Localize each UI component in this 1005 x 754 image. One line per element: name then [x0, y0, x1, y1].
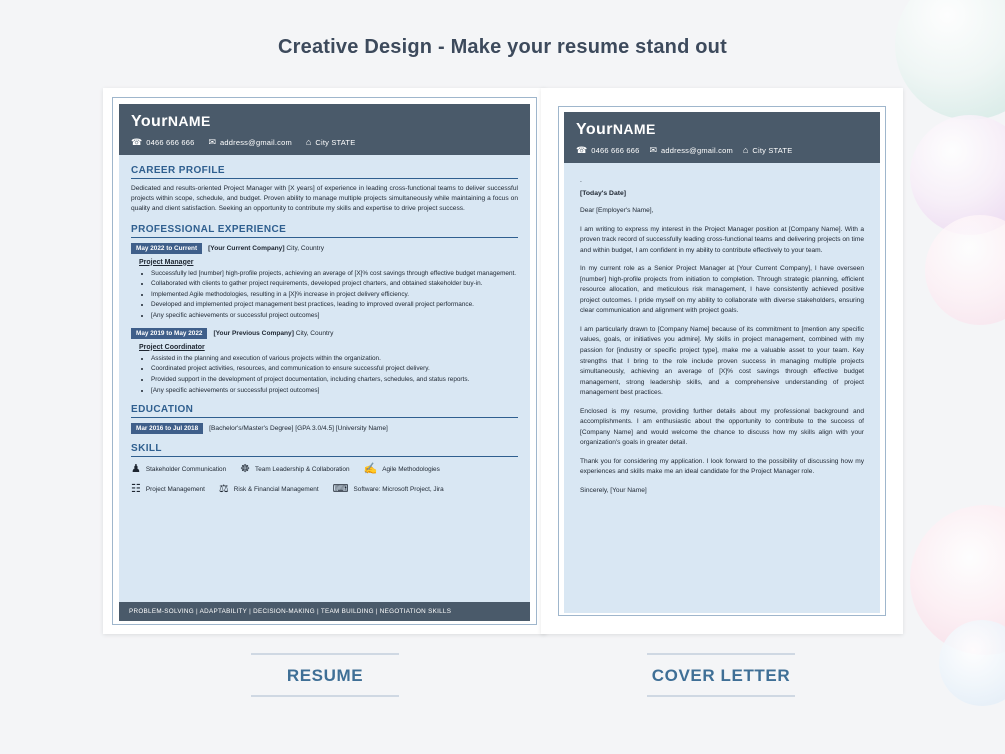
cover-contact-email — [650, 146, 733, 155]
job-2-dates: May 2019 to May 2022 — [131, 328, 207, 339]
cover-name-last: NAME — [612, 121, 656, 137]
list-item: • Implemented Agile methodologies, resulting in a [X]% increase in project delivery efficiency. — [151, 290, 518, 300]
contact-phone — [131, 138, 195, 147]
cover-letter-caption-text: COVER LETTER — [651, 666, 791, 685]
resume-contact-row — [131, 138, 518, 147]
cover-paragraph-4: Enclosed is my resume, providing further details about my professional background and accomplishments. I am enthusiastic about the opportunity to contribute to the success of [Company Name] and would welcome the chance to discuss how my skills align with your organization's goals in greater detail. — [580, 407, 864, 447]
cover-header — [564, 112, 880, 163]
cover-contact-phone — [576, 146, 640, 155]
skill-stakeholder-communication — [131, 464, 226, 475]
phone-icon: ☎ — [131, 137, 143, 147]
email-icon: ✉ — [649, 145, 658, 155]
cover-paragraph-3: I am particularly drawn to [Company Name] because of its commitment to [mention any specific values, goals, or initiatives you admire]. My skills in project management, combined with my passion for [industry or specific project type], make me a valuable asset to your team. Key strengths that I bring to the role include proven success in managing multiple projects simultaneously, achieving an average of [X]% cost savings through effective budget management, strong leadership skills, and a comprehensive understanding of project management best practices. — [580, 325, 864, 397]
skill-agile — [364, 464, 440, 475]
resume-name-first: Your — [131, 113, 168, 130]
job-2-location: City, Country — [295, 329, 334, 337]
cover-contact-phone-text: 0466 666 666 — [591, 146, 640, 155]
contact-location — [306, 138, 356, 147]
skill-label: Risk & Financial Management — [233, 486, 319, 494]
clipboard-icon: ☷ — [131, 483, 141, 496]
resume-inner-border — [112, 97, 537, 625]
job-2-bullets — [151, 354, 518, 395]
list-item: • Collaborated with clients to gather project requirements, developed project charters, and obtained stakeholder buy-in. — [151, 279, 518, 289]
section-title-experience: PROFESSIONAL EXPERIENCE — [131, 224, 518, 238]
group-icon: ♟ — [131, 463, 141, 476]
cover-inner-border — [558, 106, 886, 616]
cover-name — [576, 121, 868, 139]
resume-header — [119, 104, 530, 155]
skills-grid — [131, 464, 518, 495]
cover-paragraph-2: In my current role as a Senior Project Manager at [Your Current Company], I have overseen [number] high-profile projects from initiation to completion. Through strategic planning, efficient resource allocation, and meticulous risk management, I have consistently achieved positive project outcomes. I pride myself on my ability to collaborate with diverse stakeholders, ensuring clear communication and alignment with project goals. — [580, 265, 864, 315]
software-icon: ⌨ — [332, 483, 349, 496]
section-title-skill: SKILL — [131, 443, 518, 457]
phone-icon: ☎ — [576, 145, 588, 155]
cover-marker: . — [580, 177, 582, 184]
section-title-education: EDUCATION — [131, 404, 518, 418]
resume-name-last: NAME — [167, 113, 211, 129]
list-item: • Assisted in the planning and execution of various projects within the organization. — [151, 354, 518, 364]
career-profile-text: Dedicated and results-oriented Project Manager with [X years] of experience in leading cross-functional teams to deliver successful projects within scope, schedule, and budget. Proven ability to manage multiple projects simultaneously while maintaining a focus on quality and client satisfaction. Seeking an opportunity to contribute my skills and expertise to drive project success. — [131, 185, 518, 213]
list-item: • [Any specific achievements or successful project outcomes] — [151, 386, 518, 396]
skill-team-leadership — [240, 464, 349, 475]
list-item: • Successfully led [number] high-profile projects, achieving an average of [X]% cost savings through effective budget management. — [151, 269, 518, 279]
location-icon: ⌂ — [742, 145, 749, 155]
resume-footer-band: PROBLEM-SOLVING | ADAPTABILITY | DECISION-MAKING | TEAM BUILDING | NEGOTIATION SKILLS — [119, 602, 530, 621]
cover-paragraph-1: I am writing to express my interest in the Project Manager position at [Company Name]. With a proven track record of successfully leading cross-functional teams and delivering projects on time and within budget, I am confident in my ability to contribute effectively to your team. — [580, 225, 864, 254]
contact-location-text: City STATE — [315, 138, 356, 147]
section-title-career-profile: CAREER PROFILE — [131, 165, 518, 179]
contact-phone-text: 0466 666 666 — [146, 138, 195, 147]
resume-document[interactable] — [103, 88, 546, 634]
decorative-bubble-2 — [910, 115, 1005, 235]
skill-label: Software: Microsoft Project, Jira — [353, 486, 444, 494]
email-icon: ✉ — [208, 137, 217, 147]
job-2-company — [213, 330, 333, 337]
team-icon: ☸ — [240, 463, 251, 476]
list-item: • [Any specific achievements or successful project outcomes] — [151, 311, 518, 321]
agile-icon: ✍ — [363, 463, 378, 476]
cover-letter-document[interactable] — [541, 88, 903, 634]
cover-date: [Today's Date] — [580, 190, 627, 197]
skill-risk-financial — [219, 484, 319, 495]
caption-divider-bottom — [251, 695, 399, 697]
job-1-location: City, Country — [286, 244, 325, 252]
job-1-role: Project Manager — [139, 258, 194, 266]
job-row-1 — [131, 243, 518, 254]
cover-contact-email-text: address@gmail.com — [661, 146, 733, 155]
skills-row-1 — [131, 464, 518, 475]
cover-name-first: Your — [576, 121, 613, 138]
skill-label: Project Management — [145, 486, 205, 494]
job-1-company-name: [Your Current Company] — [208, 244, 285, 252]
skill-software — [333, 484, 444, 495]
decorative-bubble-1 — [895, 0, 1005, 120]
job-1-company — [208, 245, 324, 252]
cover-paragraph-5: Thank you for considering my application. I look forward to the possibility of discussing how my experiences and skills make me an ideal candidate for the Project Manager role. — [580, 457, 864, 476]
skill-label: Stakeholder Communication — [145, 466, 227, 474]
skill-label: Agile Methodologies — [382, 466, 440, 474]
location-icon: ⌂ — [305, 137, 312, 147]
education-row — [131, 423, 518, 434]
list-item: • Developed and implemented project management best practices, leading to improved overall project performance. — [151, 300, 518, 310]
cover-closing: Sincerely, [Your Name] — [580, 487, 647, 495]
list-item: • Provided support in the development of project documentation, including charters, schedules, and status reports. — [151, 375, 518, 385]
decorative-bubble-3 — [925, 215, 1005, 325]
page-title: Creative Design - Make your resume stand out — [278, 36, 727, 58]
job-2-role: Project Coordinator — [139, 343, 205, 351]
decorative-bubble-5 — [939, 620, 1005, 706]
contact-email-text: address@gmail.com — [220, 138, 292, 147]
cover-salutation: Dear [Employer's Name], — [580, 207, 654, 214]
cover-letter-caption — [647, 653, 795, 697]
skill-project-management — [131, 484, 205, 495]
resume-caption — [251, 653, 399, 697]
job-row-2 — [131, 328, 518, 339]
decorative-bubble-4 — [910, 505, 1005, 655]
cover-contact-location — [743, 146, 793, 155]
cover-letter-body — [564, 163, 880, 613]
list-item: • Coordinated project activities, resources, and communication to ensure successful project delivery. — [151, 364, 518, 374]
resume-name — [131, 113, 518, 131]
resume-body — [119, 155, 530, 621]
education-dates: Mar 2016 to Jul 2018 — [131, 423, 203, 434]
cover-contact-row — [576, 146, 868, 155]
skills-row-2 — [131, 484, 518, 495]
job-2-company-name: [Your Previous Company] — [213, 329, 294, 337]
caption-divider-bottom — [647, 695, 795, 697]
cover-contact-location-text: City STATE — [752, 146, 793, 155]
job-1-dates: May 2022 to Current — [131, 243, 202, 254]
contact-email — [209, 138, 292, 147]
risk-icon: ⚖ — [218, 483, 229, 496]
resume-caption-text: RESUME — [286, 666, 364, 685]
skill-label: Team Leadership & Collaboration — [255, 466, 350, 474]
education-detail: [Bachelor's/Master's Degree] [GPA 3.0/4.5] [University Name] — [209, 425, 388, 433]
job-1-bullets — [151, 269, 518, 321]
